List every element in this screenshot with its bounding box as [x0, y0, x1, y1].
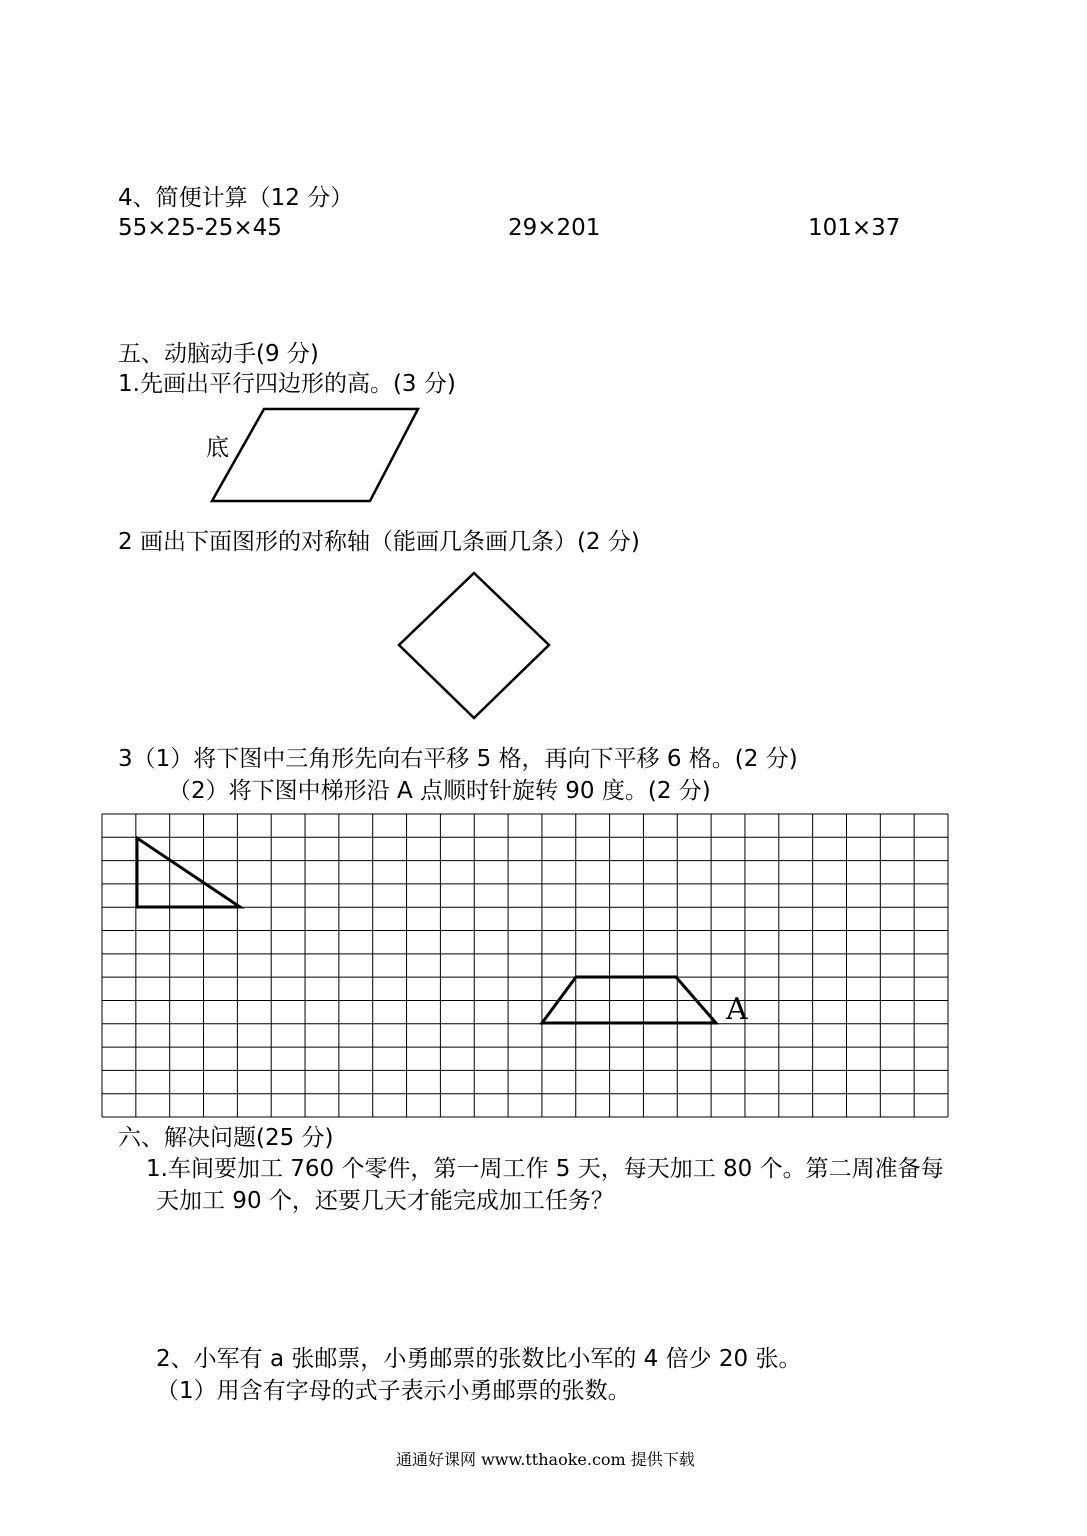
section5-heading: 五、动脑动手(9 分) [118, 341, 319, 367]
base-label: 底 [206, 435, 229, 461]
section6-q2-line1: 2、小军有 a 张邮票，小勇邮票的张数比小军的 4 倍少 20 张。 [156, 1346, 802, 1372]
section6-q2-line2: （1）用含有字母的式子表示小勇邮票的张数。 [156, 1378, 631, 1404]
point-a-label: A [726, 992, 748, 1027]
footer-credit: 通通好课网 www.tthaoke.com 提供下载 [396, 1450, 695, 1469]
section6-q1-line2: 天加工 90 个，还要几天才能完成加工任务？ [156, 1188, 614, 1214]
problem-2: 29×201 [508, 215, 601, 241]
section5-q3-1: 3（1）将下图中三角形先向右平移 5 格，再向下平移 6 格。(2 分) [118, 746, 798, 772]
problem-3: 101×37 [808, 215, 901, 241]
section6-heading: 六、解决问题(25 分) [118, 1125, 334, 1151]
problem-1: 55×25-25×45 [118, 215, 282, 241]
grid [102, 814, 948, 1117]
parallelogram [212, 409, 418, 501]
section5-q3-2: （2）将下图中梯形沿 A 点顺时针旋转 90 度。(2 分) [168, 778, 711, 804]
section4-heading: 4、简便计算（12 分） [118, 185, 354, 211]
section5-q1: 1.先画出平行四边形的高。(3 分) [118, 371, 456, 397]
section6-q1-line1: 1.车间要加工 760 个零件，第一周工作 5 天，每天加工 80 个。第二周准备每 [146, 1156, 944, 1182]
diamond-square [399, 573, 549, 718]
section5-q2: 2 画出下面图形的对称轴（能画几条画几条）(2 分) [118, 529, 640, 555]
triangle [137, 838, 240, 907]
